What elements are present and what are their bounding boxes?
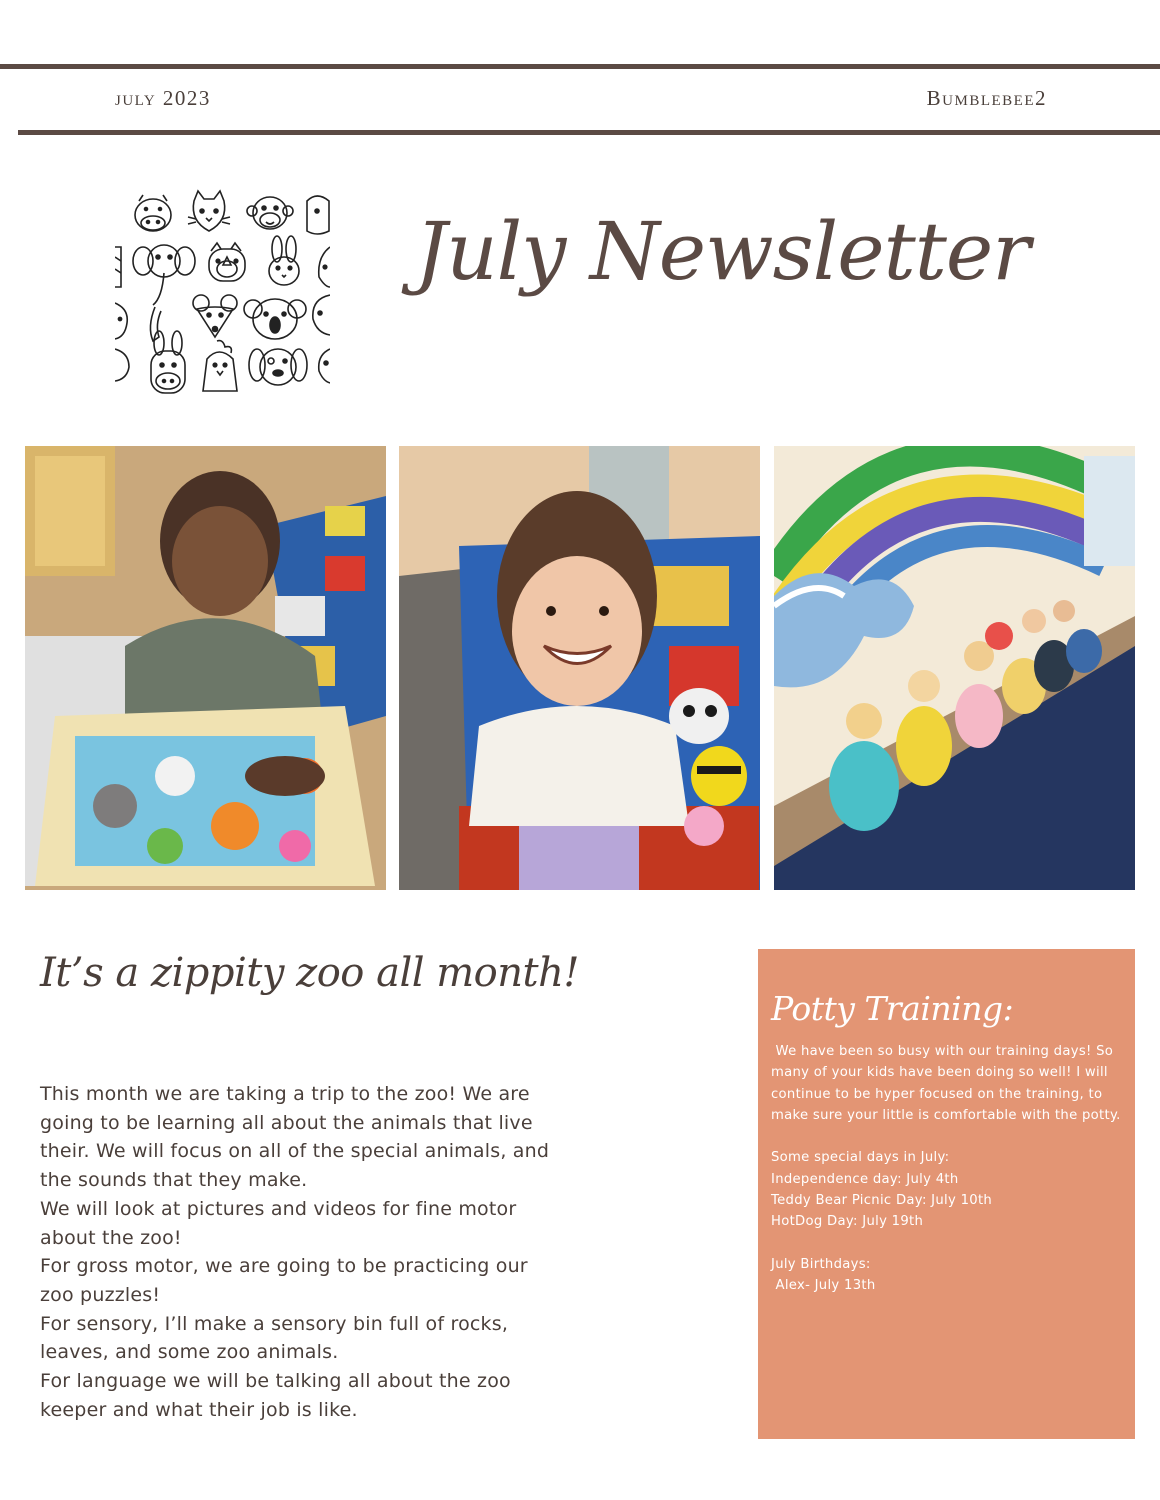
potty-training-sidebar xyxy=(758,949,1135,1439)
body-paragraph: For language we will be talking all about the zoo keeper and what their job is like. xyxy=(40,1370,511,1421)
birthday-item: Alex- July 13th xyxy=(771,1278,876,1294)
sidebar-text xyxy=(771,1041,1131,1297)
classroom-name: Bumblebee2 xyxy=(926,86,1047,110)
main-body-text xyxy=(40,1080,560,1424)
body-paragraph: We will look at pictures and videos for fine motor about the zoo! xyxy=(40,1197,517,1249)
special-day-item: HotDog Day: July 19th xyxy=(771,1214,924,1230)
smiling-child-photo xyxy=(399,446,760,890)
header-bottom-rule xyxy=(18,130,1160,135)
header-top-rule xyxy=(0,64,1160,69)
special-day-item: Teddy Bear Picnic Day: July 10th xyxy=(771,1193,993,1209)
body-paragraph: For gross motor, we are going to be practicing our zoo puzzles! xyxy=(40,1255,528,1306)
issue-date: july 2023 xyxy=(115,86,211,110)
doodle-animals-icon xyxy=(115,185,330,395)
body-paragraph: This month we are taking a trip to the zoo! We are going to be learning all about the animals that live their. We will focus on all of the special animals, and the sounds that they make. xyxy=(40,1083,550,1192)
sidebar-intro: We have been so busy with our training days! So many of your kids have been doing so well! I will continue to be hyper focused on the training, to make sure your little is comfortable with the potty. xyxy=(771,1044,1121,1123)
kids-rainbow-wall-photo xyxy=(774,446,1135,890)
special-day-item: Independence day: July 4th xyxy=(771,1171,959,1187)
body-paragraph: For sensory, I’ll make a sensory bin full of rocks, leaves, and some zoo animals. xyxy=(40,1312,509,1364)
child-puzzle-photo xyxy=(25,446,386,890)
special-days-heading: Some special days in July: xyxy=(771,1150,950,1166)
section-heading: It’s a zippity zoo all month! xyxy=(40,950,579,996)
newsletter-title: July Newsletter xyxy=(415,205,1030,298)
birthdays-heading: July Birthdays: xyxy=(771,1256,871,1272)
sidebar-title: Potty Training: xyxy=(771,989,1014,1028)
